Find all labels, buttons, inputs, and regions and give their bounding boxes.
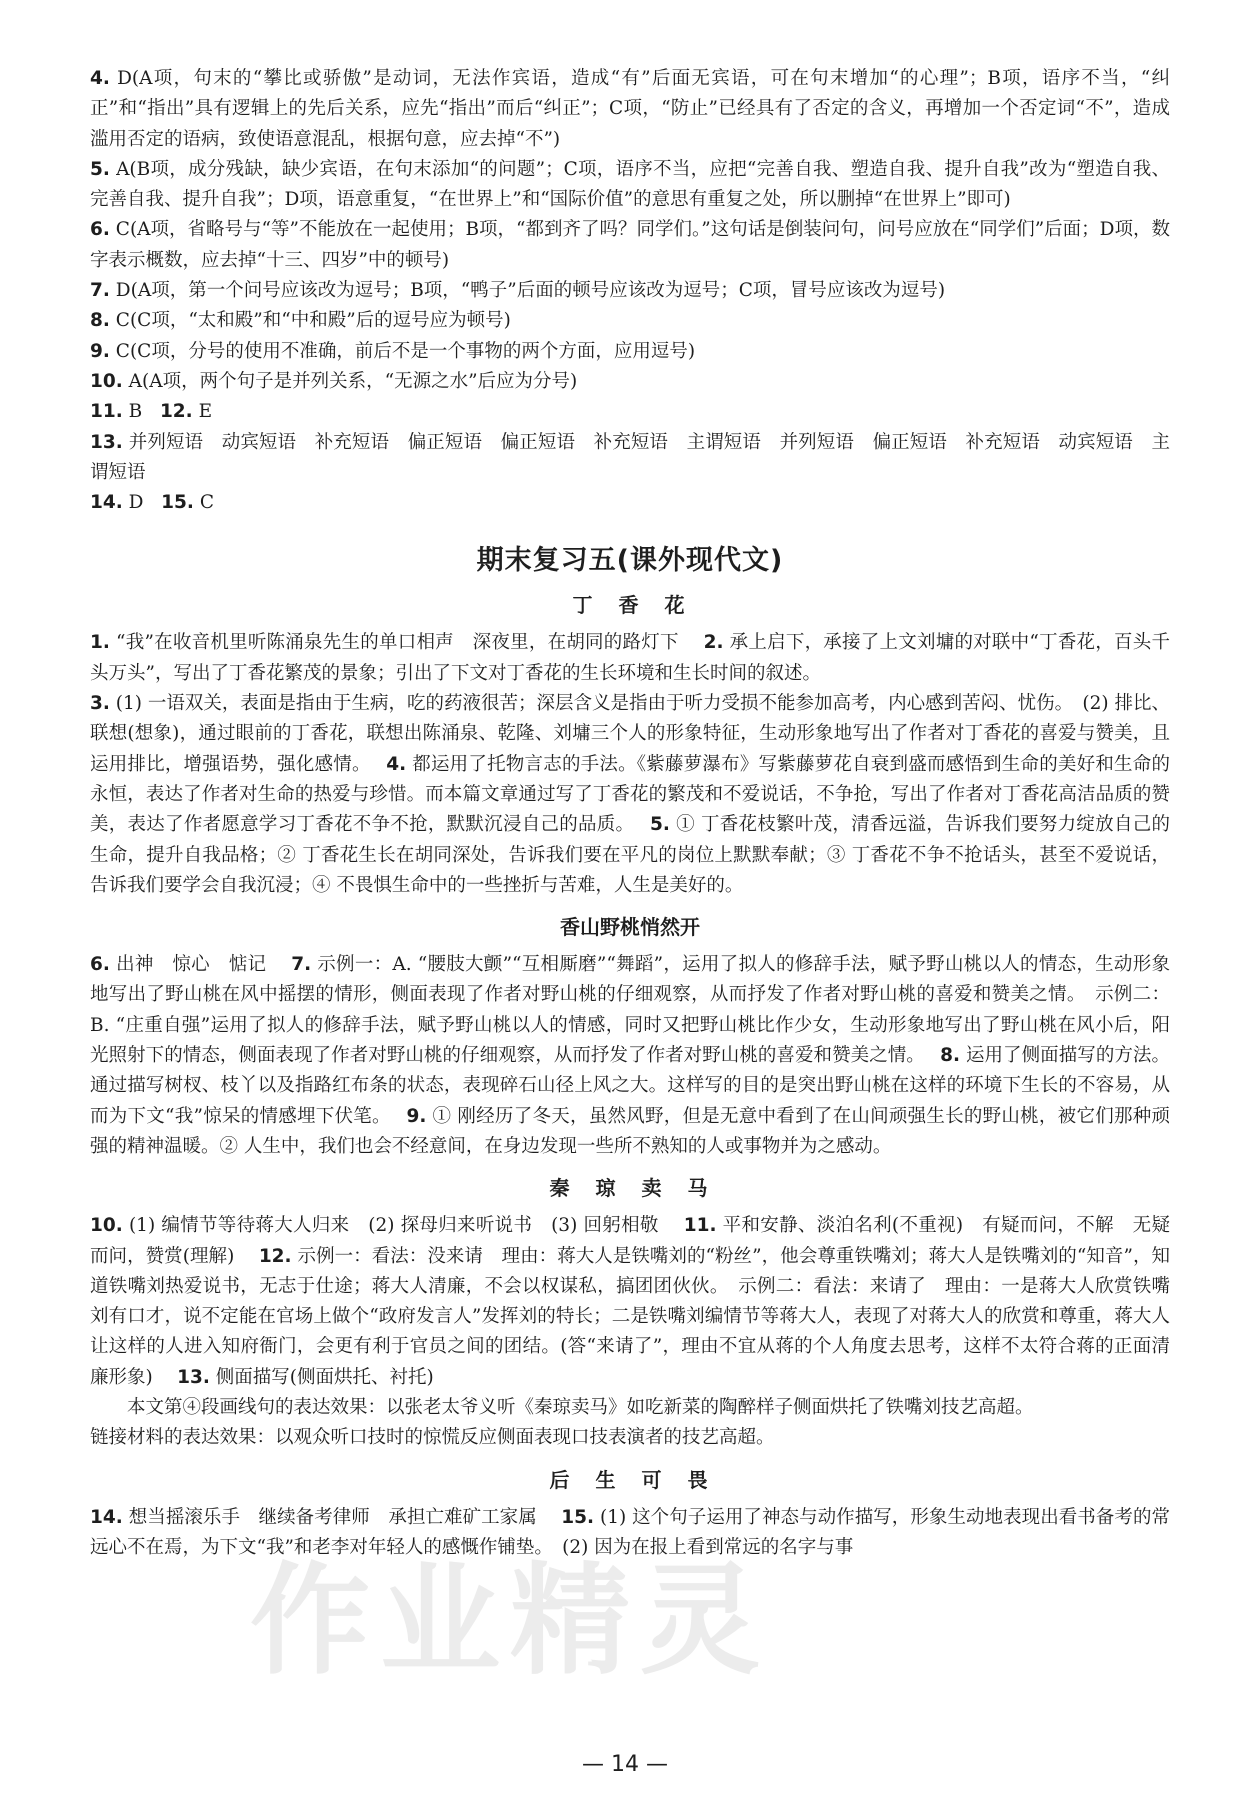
- subsection-title: 后 生 可 畏: [549, 1467, 711, 1492]
- watermark: 作业精灵: [250, 1552, 770, 1691]
- answer-paragraph: 10. (1) 编情节等待蒋大人归来 (2) 探母归来听说书 (3) 回躬相敬 11. 平和安静、淡泊名利(不重视) 有疑而问，不解 无疑而问，赞赏(理解) 12. 示例一：看法：没来请 理由：蒋大人是铁嘴刘的“粉丝”，他会尊重铁嘴刘；蒋大人是铁嘴刘的“知音”，知道铁嘴刘热爱说书，无志于仕途；蒋大人清廉，不会以权谋私，搞团团伙伙。 示例二：看法：来请了 理由：一是蒋大人欣赏铁嘴刘有口才，说不定能在官场上做个“政府发言人”发挥刘的特长；二是铁嘴刘编情节等蒋大人，表现了对蒋大人的欣赏和尊重，蒋大人让这样的人进入知府衙门，会更有利于官员之间的团结。(答“来请了”，理由不宜从蒋的个人角度去思考，这样不太符合蒋的正面清廉形象) 13. 侧面描写(侧面烘托、衬托): [90, 1215, 1170, 1388]
- answer-item: 13. 并列短语 动宾短语 补充短语 偏正短语 偏正短语 补充短语 主谓短语 并列短语 偏正短语 补充短语 动宾短语 主谓短语: [90, 431, 1170, 483]
- answer-item: 5. A(B项，成分残缺，缺少宾语，在句末添加“的问题”；C项，语序不当，应把“完善自我、塑造自我、提升自我”改为“塑造自我、完善自我、提升自我”；D项，语意重复，“在世界上”和“国际价值”的意思有重复之处，所以删掉“在世界上”即可): [90, 158, 1170, 211]
- answer-note: 本文第④段画线句的表达效果：以张老太爷义听《秦琼卖马》如吃新菜的陶醉样子侧面烘托了铁嘴刘技艺高超。: [127, 1396, 1034, 1418]
- answer-paragraph: 14. 想当摇滚乐手 继续备考律师 承担亡难矿工家属 15. (1) 这个句子运用了神态与动作描写，形象生动地表现出看书备考的常远心不在焉，为下文“我”和老李对年轻人的感慨作铺垫。 (2) 因为在报上看到常远的名字与事: [90, 1506, 1170, 1558]
- answer-paragraph: 1. “我”在收音机里听陈涌泉先生的单口相声 深夜里，在胡同的路灯下 2. 承上启下，承接了上文刘墉的对联中“丁香花，百头千头万头”，写出了丁香花繁茂的景象；引出了下文对丁香花的生长环境和生长时间的叙述。: [90, 632, 1170, 684]
- answer-item: 4. D(A项，句末的“攀比或骄傲”是动词，无法作宾语，造成“有”后面无宾语，可在句末增加“的心理”；B项，语序不当，“纠正”和“指出”具有逻辑上的先后关系，应先“指出”而后“纠正”；C项，“防止”已经具有了否定的含义，再增加一个否定词“不”，造成滥用否定的语病，致使语意混乱，根据句意，应去掉“不”): [90, 68, 1170, 150]
- answer-item: 9. C(C项，分号的使用不准确，前后不是一个事物的两个方面，应用逗号): [90, 340, 696, 362]
- answer-paragraph: 6. 出神 惊心 惦记 7. 示例一：A. “腰肢大颤”“互相厮磨”“舞蹈”，运用了拟人的修辞手法，赋予野山桃以人的情态，生动形象地写出了野山桃在风中摇摆的情形，侧面表现了作者对野山桃的仔细观察，从而抒发了作者对野山桃的喜爱和赞美之情。 示例二：B. “庄重自强”运用了拟人的修辞手法，赋予野山桃以人的情感，同时又把野山桃比作少女，生动形象地写出了野山桃在风小后，阳光照射下的情态，侧面表现了作者对野山桃的仔细观察，从而抒发了作者对野山桃的喜爱和赞美之情。 8. 运用了侧面描写的方法。通过描写树杈、枝丫以及指路红布条的状态，表现碎石山径上风之大。这样写的目的是突出野山桃在这样的环境下生长的不容易，从而为下文“我”惊呆的情感埋下伏笔。 9. ① 刚经历了冬天，虽然风野，但是无意中看到了在山间顽强生长的野山桃，被它们那种顽强的精神温暖。② 人生中，我们也会不经意间，在身边发现一些所不熟知的人或事物并为之感动。: [90, 954, 1170, 1157]
- section-title: 期末复习五(课外现代文): [476, 545, 784, 577]
- answer-item: 7. D(A项，第一个问号应该改为逗号；B项，“鸭子”后面的顿号应该改为逗号；C项，冒号应该改为逗号): [90, 280, 946, 302]
- answer-note: 链接材料的表达效果：以观众听口技时的惊慌反应侧面表现口技表演者的技艺高超。: [90, 1427, 775, 1449]
- answer-page: [90, 64, 1170, 1563]
- answer-item: 14. D 15. C: [90, 492, 214, 514]
- answer-item: 11. B 12. E: [90, 401, 213, 423]
- answer-item: 8. C(C项，“太和殿”和“中和殿”后的逗号应为顿号): [90, 310, 511, 332]
- subsection-title: 香山野桃悄然开: [560, 915, 700, 940]
- answer-item: 6. C(A项，省略号与“等”不能放在一起使用；B项，“都到齐了吗？同学们。”这句话是倒装问句，问号应放在“同学们”后面；D项，数字表示概数，应去掉“十三、四岁”中的顿号): [90, 219, 1170, 271]
- subsection-title: 秦 琼 卖 马: [549, 1176, 711, 1201]
- answer-item: 10. A(A项，两个句子是并列关系，“无源之水”后应为分号): [90, 370, 578, 392]
- answer-paragraph: 3. (1) 一语双关，表面是指由于生病，吃的药液很苦；深层含义是指由于听力受损不能参加高考，内心感到苦闷、忧伤。 (2) 排比、联想(想象)，通过眼前的丁香花，联想出陈涌泉、乾隆、刘墉三个人的形象特征，生动形象地写出了作者对丁香花的喜爱与赞美，且运用排比，增强语势，强化感情。 4. 都运用了托物言志的手法。《紫藤萝瀑布》写紫藤萝花自衰到盛而感悟到生命的美好和生命的永恒，表达了作者对生命的热爱与珍惜。而本篇文章通过写了丁香花的繁茂和不爱说话，不争抢，写出了作者对丁香花高洁品质的赞美，表达了作者愿意学习丁香花不争不抢，默默沉浸自己的品质。 5. ① 丁香花枝繁叶茂，清香远溢，告诉我们要努力绽放自己的生命，提升自我品格；② 丁香花生长在胡同深处，告诉我们要在平凡的岗位上默默奉献；③ 丁香花不争不抢话头，甚至不爱说话，告诉我们要学会自我沉浸；④ 不畏惧生命中的一些挫折与苦难，人生是美好的。: [90, 693, 1170, 896]
- subsection-title: 丁 香 花: [572, 593, 688, 618]
- page-number: — 14 —: [582, 1752, 668, 1777]
- answers-top: [90, 64, 1170, 518]
